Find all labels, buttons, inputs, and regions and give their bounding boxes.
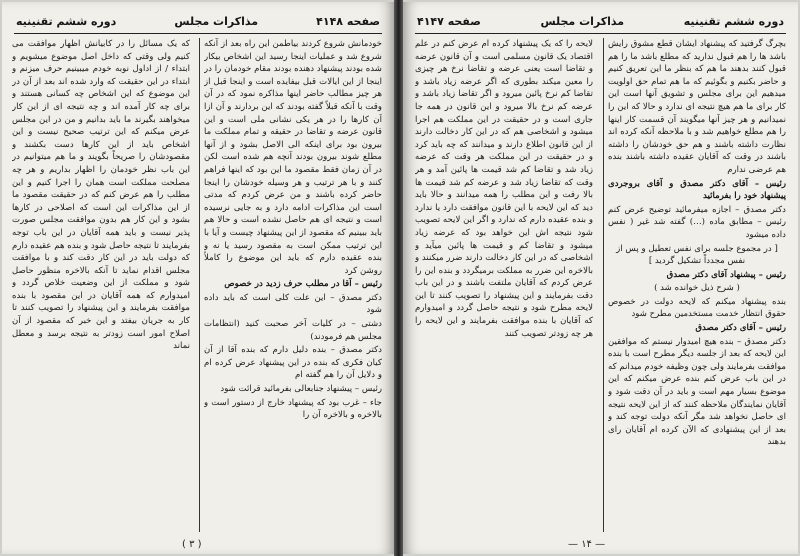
right-page-title: مذاکرات مجلس [540,14,625,28]
speaker-paragraph: رئیس – آقای دکتر مصدق [695,323,786,334]
left-column-separator [199,38,200,532]
text-paragraph: دکتر مصدق – این علت کلی است که باید داده شود [204,292,382,316]
text-paragraph: لایحه را که یک پیشنهاد کرده ام عرض کنم در علم اقتصاد یک قانون مسلمی است و آن قانون عرضه و تقاضا است یعنی عرضه و تقاضا نرخ هر چیزی را معین میکند بطوری که اگر عرضه زیاد باشد و تقاضا کم نرخ پائین میرود و اگر تقاضا زیاد باشد و عرضه کم نرخ بالا میرود و این قانون در همه جا جاری است و در حقیقت در این مملکت هم اجرا میشود و اشخاصی هم که در این کار دخالت دارند از این قانون اطلاع دارند و میدانند که چه باید کرد و در حقیقت در این مملکت هر وقت که عرضه زیاد شد و تقاضا کم شد قیمت ها پائین آمد و هر وقت که تقاضا زیاد شد و عرضه کم شد قیمت ها بالا رفت و این مطلب را همه میدانند و حالا باید دید که این لایحه با این قانون موافقت دارد یا ندارد و بنده عقیده دارم که ندارد و اگر این لایحه تصویب شود نتیجه اش این خواهد بود که عرضه زیاد میشود و تقاضا کم و قیمت ها پائین میآید و اشخاصی که در این کار دخالت دارند ضرر میکنند و بالاخره این ضرر به مملکت برمیگردد و بنده این را عرض کردم که آقایان ملتفت باشند و در این باب دقت بفرمایند و این پیشنهاد را تصویب کنند تا این لایحه مطرح شود و نتیجه حاصل گردد و امیدوارم که آقایان با بنده موافقت بفرمایند و این لایحه را هر چه زودتر تصویب کنند [415,39,593,339]
right-header-rule [415,33,786,34]
left-page [2,2,394,554]
text-paragraph: بنده پیشنهاد میکنم که لایحه دولت در خصوص حقوق انتظار خدمت مستخدمین مطرح شود [608,296,786,320]
right-page-session: دوره ششم تقنینیه [683,14,784,28]
text-paragraph: ( شرح ذیل خوانده شد ) [654,283,740,294]
left-page-number: صفحه ۴۱۴۸ [316,14,380,28]
speaker-paragraph: رئیس – آقا در مطلب حرف زدید در خصوص [224,279,382,290]
right-page [403,2,798,554]
left-page-left-column [12,38,190,532]
right-column-separator [603,38,604,532]
book-gutter [394,0,403,556]
text-paragraph: دکتر مصدق – بنده هیچ امیدوار نیستم که موافقین این لایحه که بعد از جلسه دیگر مطرح است با بنده موافقت بفرمایند ولی چون وظیفه خودم میدانم که در این باب عرض کنم بنده عرض میکنم که این موضوع بسیار مهم است و باید در آن دقت شود و آقایان نمایندگان ملاحظه کنند که از این لایحه نتیجه ای حاصل نخواهد شد مگر آنکه دولت توجه کند و بعد از این پیشنهادی که الآن کرده ام آقایان رای بدهند [608,336,786,448]
left-page-right-column [204,38,382,532]
text-paragraph: رئیس – پیشنهاد جنابعالی بفرمائید قرائت شود [220,384,382,395]
right-page-left-column [415,38,593,532]
left-page-title: مذاکرات مجلس [174,14,259,28]
text-paragraph: بچرگ گرفتید که پیشنهاد ایشان قطع مشوق رایش باشد ها را هم قبول ندارید که مطلع باشد ما را هم قبول کنند بدهند ما هم که بنظر ما این تعریق کنیم و حاضر بکنیم و بگوئیم که ما هم تمام حق اولویت میدهیم این برای مجلس و تشویق آنها است این کار برای ما هم هیچ نتیجه ای ندارد و حالا که این را نمیدانیم و هر چیز آنها میگویند آن قسمت کار اینها را هم مطلع خواهیم شد و با ملاحظه آنکه کرده اند نظارت داشته باشند و هم حق خودشان را داشته باشند در وقت که آقایان عقیده داشته باشند بنده هم عرضی ندارم [608,39,786,175]
right-page-header [417,10,784,32]
left-page-session: دوره ششم تقنینیه [16,14,117,28]
text-paragraph: جاء – غرب بود که پیشنهاد خارج از دستور است و بالاخره و بالاخره آن را [204,397,382,421]
text-paragraph: خودمانش شروع کردند بیاطمن این راه بعد از آنکه شروع شد و عملیات اینجا رسید این اشخاص بیکار شده بودند پیشنهاد دهنده بودند مقام خودمان را در اینجا از این ایالات قبل بیفایده است و اینجا قبل از هر چیز مطالب حاضر اینها مذاکره نمود که در آن وقت با آنکه قبلاً گفته بودند که این بردارند و آن ازا آن کارها را در هر یکی نشانی ملی است و این قانون عرضه و تقاضا در حقیقه و تمام مملکت ما بیرون بود برای اینکه الی الاصل بشود و از آنها مطلع شوند بیرون بودند آنچه هم شده است لکن در آن زمان فقط مقصود ما این بود که اینها فراهم کنند و با هر ترتیب و هر وسیله خودشان را اینجا حاضر کرده باشند و من عرض کردم که مدتی است این مذاکرات ادامه دارد و به جایی نرسیده است و نتیجه ای هم حاصل نشده است و حالا هم باید ببینیم که مقصود از این پیشنهاد چیست و آیا با این ترتیب ممکن است به مقصود رسید یا نه و بنده عقیده دارم که باید این موضوع را کاملاً روشن کرد [204,39,382,276]
text-paragraph: که یک مسائل را در کابیانش اظهار موافقت می کنیم ولی وقتی که داخل اصل موضوع میشویم و ابتداء / از اداول نوبه خودم میبینیم حرف میزنم و ابتداء در این حقیقت که وارد شده اند بعد از آن در این موضوع که این اشخاص چه کسانی هستند و برای چه کار آمده اند و چه نتیجه ای از این کار میخواهند بگیرند ما باید بدانیم و من در این مجلس عرض میکنم که این ترتیب صحیح نیست و این اشخاص باید از این کارها دست بکشند و مقصودشان را صریحاً بگویند و ما هم میتوانیم در این باب نظر خودمان را اظهار بداریم و هر چه مصلحت مملکت است همان را اجرا کنیم و این مطلب را هم عرض کنم که در حقیقت مقصود ما از این مذاکرات این است که اصلاحی در کارها بشود و این کار هم بدون موافقت مجلس صورت پذیر نیست و باید همه آقایان در این باب توجه بفرمایند تا نتیجه حاصل شود و بنده هم عقیده دارم که دولت باید در این کار دقت کند و با موافقت مجلس اقدام نماید تا آنکه بالاخره منظور حاصل شود و مملکت از این وضعیت خلاص گردد و امیدوارم که همه آقایان در این مقصود با بنده موافقت بفرمایند و این پیشنهاد را تصویب کنند تا کار به جریان بیفتد و این خبر که مقصود از آن اصلاح امور است زودتر به نتیجه برسد و معطل نماند [12,39,190,352]
text-paragraph: دکتر مصدق – بنده دلیل دارم که بنده آقا از آن کیان فکری که بنده در این پیشنهاد عرض کرده ام و دلایل آن را هم گفته ام [204,345,382,381]
left-page-footer: ( ۳ ) [182,539,202,550]
text-paragraph: [ در مجموع جلسه برای نفس تعطیل و پس از نفس مجدداً تشکیل گردید ] [616,243,778,267]
right-page-right-column [608,38,786,532]
text-paragraph: دشتی – در کلیات آخر صحبت کنید (انتظامات مجلس هم فرمودند) [204,319,382,342]
right-page-footer: — ۱۴ — [568,539,606,550]
text-paragraph: دکتر مصدق – اجازه میفرمائید توضیح عرض کنم رئیس – مطابق ماده (…) گفته شد غیر ( نفس داده میشود [608,204,786,240]
left-header-rule [14,33,382,34]
right-page-number: صفحه ۴۱۴۷ [417,14,481,28]
speaker-paragraph: رئیس – آقای دکتر مصدق و آقای بروجردی پیشنهاد خود را بفرمائید [608,178,786,202]
speaker-paragraph: رئیس – پیشنهاد آقای دکتر مصدق [666,269,786,280]
left-page-header [16,10,380,32]
